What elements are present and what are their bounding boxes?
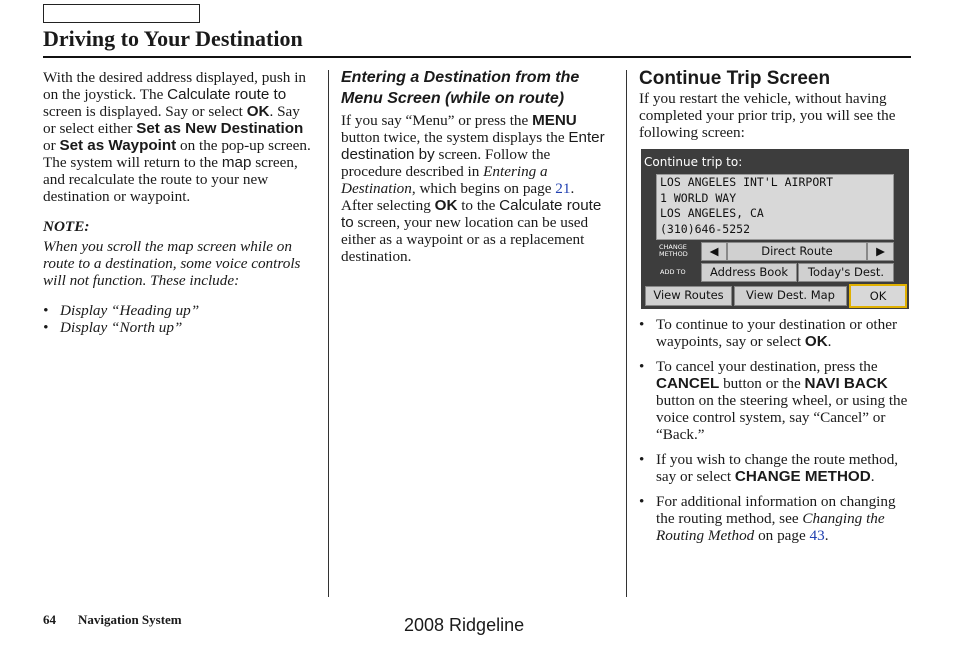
column-1 xyxy=(43,69,313,336)
instruction-list xyxy=(639,316,911,544)
address-book-button[interactable]: Address Book xyxy=(701,263,797,282)
continue-trip-screen xyxy=(641,149,909,309)
column-3 xyxy=(639,68,911,141)
screen-title: Continue trip to: xyxy=(644,155,743,169)
note-title: NOTE: xyxy=(43,218,90,235)
footer-section: Navigation System xyxy=(78,612,182,627)
page-link-21[interactable]: 21 xyxy=(555,180,571,197)
header-tab-box xyxy=(43,4,200,23)
add-to-label: ADD TO xyxy=(660,268,686,276)
ok-button[interactable]: OK xyxy=(849,284,907,308)
todays-dest-button[interactable]: Today's Dest. xyxy=(798,263,894,282)
direct-route-button[interactable]: Direct Route xyxy=(727,242,867,261)
section-heading: Entering a Destination from the Menu Screen (while on route) xyxy=(341,69,580,107)
change-method-label: CHANGE METHOD xyxy=(659,243,688,258)
list-item: • To continue to your destination or other waypoints, say or select OK. xyxy=(639,316,898,350)
arrow-right-button[interactable] xyxy=(867,242,894,261)
footer-model: 2008 Ridgeline xyxy=(404,615,525,635)
intro-paragraph: If you restart the vehicle, without having completed your prior trip, you will see the following screen: xyxy=(639,90,896,141)
arrow-left-button[interactable] xyxy=(701,242,727,261)
destination-line: LOS ANGELES INT'L AIRPORT xyxy=(660,175,834,189)
section-heading: Continue Trip Screen xyxy=(639,68,831,89)
list-item: • Display “North up” xyxy=(43,319,183,336)
list-item: • If you wish to change the route method, say or select CHANGE METHOD. xyxy=(639,451,899,485)
view-routes-button[interactable]: View Routes xyxy=(645,286,732,306)
page-number: 64 xyxy=(43,612,56,627)
triangle-right-icon: ▶ xyxy=(876,244,885,258)
title-rule xyxy=(43,56,911,58)
column-3-bullets xyxy=(639,316,911,544)
view-dest-map-button[interactable]: View Dest. Map xyxy=(734,286,847,306)
note-text: When you scroll the map screen while on route to a destination, some voice controls will not function. These include: xyxy=(43,238,301,289)
list-item: • For additional information on changing the routing method, see Changing the Routing Method on page 43. xyxy=(639,493,896,544)
instructions-paragraph: With the desired address displayed, push in on the joystick. The Calculate route to screen is displayed. Say or select OK. Say or select either Set as New Destination or Set as Waypoint on the pop-up screen. The system will return to the map screen, and recalculate the route to your new destination or waypoint. xyxy=(43,69,311,205)
triangle-left-icon: ◀ xyxy=(709,244,719,258)
list-item: • To cancel your destination, press the CANCEL button or the NAVI BACK button on the steering wheel, or using the voice control system, say “Cancel” or “Back.” xyxy=(639,358,908,443)
page-title: Driving to Your Destination xyxy=(43,26,303,51)
column-2 xyxy=(341,67,609,265)
destination-info-box xyxy=(656,174,894,240)
column-divider-1 xyxy=(328,70,329,597)
menu-paragraph: If you say “Menu” or press the MENU button twice, the system displays the Enter destination by screen. Follow the procedure described in Entering a Destination, which begins on page 21. After selecting OK to the Calculate route to screen, your new location can be used either as a waypoint or as a replacement destination. xyxy=(341,112,605,265)
column-divider-2 xyxy=(626,70,627,597)
destination-line: (310)646-5252 xyxy=(660,221,751,236)
page-link-43[interactable]: 43 xyxy=(809,527,825,544)
note-list xyxy=(43,302,313,336)
destination-line: 1 WORLD WAY xyxy=(660,190,737,205)
list-item: • Display “Heading up” xyxy=(43,302,200,319)
destination-line: LOS ANGELES, CA xyxy=(660,206,764,220)
